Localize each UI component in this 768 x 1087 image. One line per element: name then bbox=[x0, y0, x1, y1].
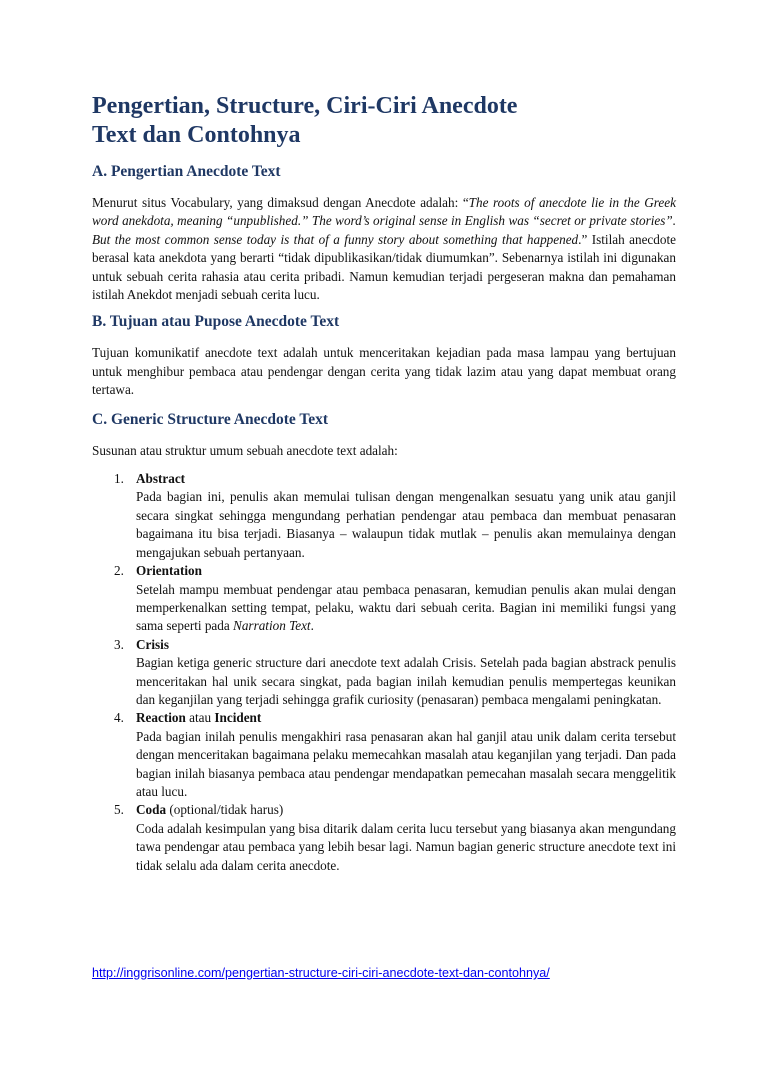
source-link[interactable]: http://inggrisonline.com/pengertian-structure-ciri-ciri-anecdote-text-dan-contohnya/ bbox=[92, 966, 550, 980]
list-item-label: Crisis bbox=[136, 636, 169, 652]
list-number: 3. bbox=[114, 636, 124, 652]
section-a-heading: A. Pengertian Anecdote Text bbox=[92, 163, 281, 180]
description-end: . bbox=[310, 618, 314, 634]
section-b-paragraph: Tujuan komunikatif anecdote text adalah untuk menceritakan kejadian pada masa lampau yang bertujuan untuk menghibur pembaca atau pendengar dengan cerita yang tidak lazim atau yang dapat membuat orang tertawa. bbox=[92, 345, 676, 398]
list-item-description: Pada bagian inilah penulis mengakhiri rasa penasaran akan hal ganjil atau unik dalam cerita tersebut dengan menceritakan bagaimana pelaku memecahkan masalah atau keganjilan yang terjadi. Dan pada bagian inilah biasanya pembaca atau pendengar mendapatkan pemecahan masalah secara menggelitik atau lucu. bbox=[136, 728, 676, 799]
list-item-label: Abstract bbox=[136, 471, 186, 487]
list-item-reaction bbox=[92, 709, 676, 801]
section-c-heading: C. Generic Structure Anecdote Text bbox=[92, 410, 329, 428]
document-body bbox=[92, 92, 676, 875]
list-item-label-2: Incident bbox=[214, 710, 262, 726]
structure-list bbox=[92, 470, 676, 875]
list-item-crisis bbox=[92, 636, 676, 710]
list-item-label: Orientation bbox=[136, 563, 202, 579]
list-item-abstract bbox=[92, 470, 676, 562]
label-suffix: (optional/tidak harus) bbox=[166, 802, 284, 818]
section-a-quote: The roots of anecdote lie in the Greek word anekdota, meaning “unpublished.” The word’s original sense in English was “secret or private stories”. But the most common sense today is that of a funny story about something that happened bbox=[92, 195, 676, 247]
list-number: 1. bbox=[114, 471, 124, 487]
list-item-description bbox=[136, 581, 676, 636]
description-text: Setelah mampu membuat pendengar atau pembaca penasaran, kemudian penulis akan mulai dengan memperkenalkan setting tempat, pelaku, waktu dari sebuah cerita. Bagian ini memiliki fungsi yang sama seperti pada bbox=[136, 581, 676, 634]
list-item-description: Pada bagian ini, penulis akan memulai tulisan dengan mengenalkan sesuatu yang unik atau ganjil secara singkat sehingga mengundang perhatian pendengar atau pembaca dan membuat penasaran bagaimana itu bisa terjadi. Biasanya – walaupun tidak mutlak – penulis akan memulainya dengan mengajukan sebuah pertanyaan. bbox=[136, 489, 676, 560]
section-a-lead: Menurut situs Vocabulary, yang dimaksud dengan Anecdote adalah: “ bbox=[92, 195, 469, 210]
list-item-description: Bagian ketiga generic structure dari anecdote text adalah Crisis. Setelah pada bagian abstrack penulis menceritakan hal unik secara singkat, pada bagian inilah kemudian penulis mempertegas keunikan dan keganjilan yang terjadi sehingga grafik curiosity (penasaran) pembaca mengalami peningkatan. bbox=[136, 655, 676, 707]
list-item-label-row bbox=[136, 709, 676, 727]
list-item-label: Coda bbox=[136, 802, 167, 818]
page-title bbox=[92, 92, 676, 150]
list-number: 5. bbox=[114, 802, 124, 818]
section-a-paragraph bbox=[92, 194, 676, 304]
label-joiner: atau bbox=[185, 710, 215, 726]
list-number: 2. bbox=[114, 563, 124, 579]
section-c-intro: Susunan atau struktur umum sebuah anecdote text adalah: bbox=[92, 442, 398, 458]
list-item-label-row bbox=[136, 801, 676, 819]
list-item-label: Reaction bbox=[136, 710, 186, 726]
title-line-1: Pengertian, Structure, Ciri-Ciri Anecdote bbox=[92, 93, 518, 119]
description-emphasis: Narration Text bbox=[233, 618, 311, 634]
list-item-description: Coda adalah kesimpulan yang bisa ditarik dalam cerita lucu tersebut yang biasanya akan mengundang tawa pendengar atau pembaca yang lebih besar lagi. Namun bagian generic structure anecdote text ini tidak selalu ada dalam cerita anecdote. bbox=[136, 820, 676, 873]
list-number: 4. bbox=[114, 710, 124, 726]
list-item-coda bbox=[92, 801, 676, 875]
list-item-orientation bbox=[92, 562, 676, 636]
section-a-rest: .” Istilah anecdote berasal kata anekdota yang berarti “tidak dipublikasikan/tidak diumumkan”. Sebenarnya istilah ini digunakan untuk sebuah cerita rahasia atau cerita pribadi. Namun kemudian terjadi pergeseran makna dan pemahaman istilah Anekdot menjadi sebuah cerita lucu. bbox=[92, 231, 676, 303]
section-b-heading: B. Tujuan atau Pupose Anecdote Text bbox=[92, 313, 340, 331]
title-line-2: Text dan Contohnya bbox=[92, 122, 301, 148]
